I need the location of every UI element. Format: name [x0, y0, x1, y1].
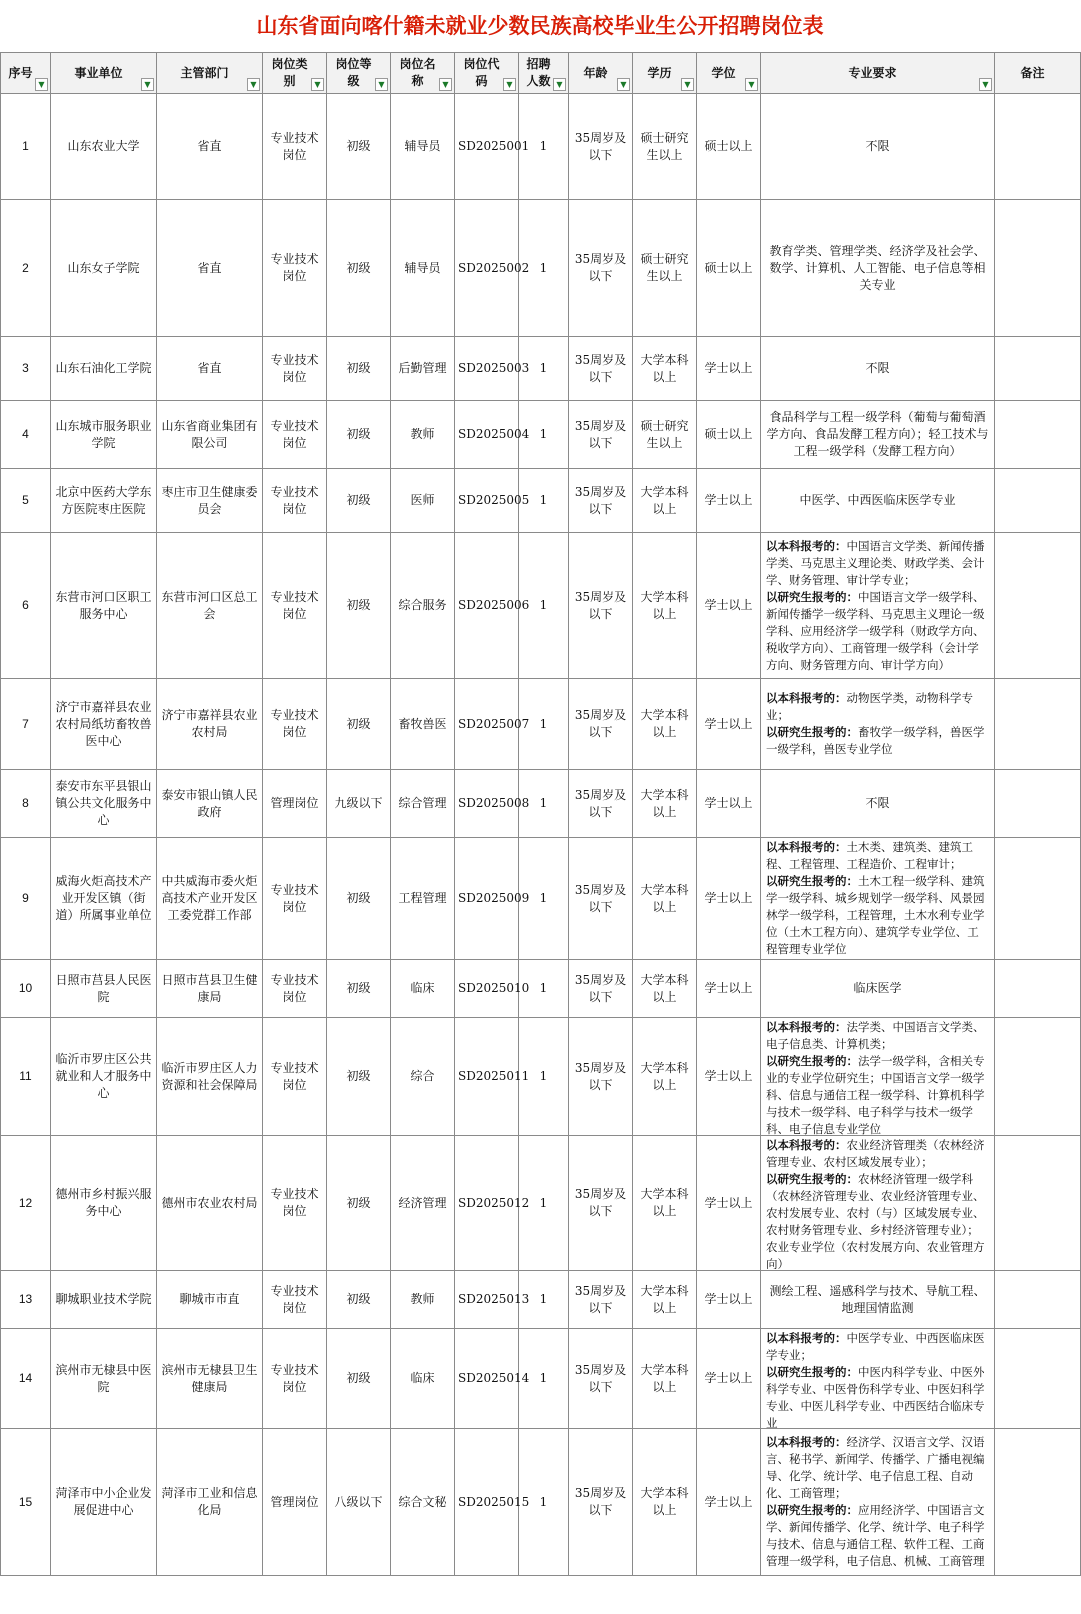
cell-position: 经济管理	[391, 1136, 455, 1271]
undergrad-majors: 中医学专业、中西医临床医学专业；	[766, 1330, 985, 1362]
cell-position: 辅导员	[391, 94, 455, 200]
undergrad-majors: 动物医学类，动物科学专业；	[766, 691, 973, 722]
table-row	[1, 960, 1081, 1018]
table-row	[1, 200, 1081, 337]
cell-position: 综合服务	[391, 533, 455, 679]
header-label: 主管部门	[180, 65, 229, 80]
cell-position: 综合管理	[391, 770, 455, 838]
header-degree	[697, 53, 761, 94]
header-label: 岗位等级	[335, 57, 372, 88]
cell-degree: 学士以上	[697, 469, 761, 533]
cell-unit: 菏泽市中小企业发展促进中心	[51, 1429, 157, 1576]
cell-category: 专业技术岗位	[263, 1271, 327, 1329]
header-label: 年龄	[583, 65, 608, 80]
cell-major: 测绘工程、遥感科学与技术、导航工程、地理国情监测	[761, 1271, 995, 1329]
cell-position: 工程管理	[391, 838, 455, 960]
cell-code: SD2025011	[455, 1018, 519, 1136]
table-row	[1, 94, 1081, 200]
cell-education: 大学本科以上	[633, 1018, 697, 1136]
header-label: 专业要求	[848, 65, 897, 80]
cell-note	[995, 1329, 1081, 1429]
cell-count: 1	[519, 94, 569, 200]
cell-dept: 泰安市银山镇人民政府	[157, 770, 263, 838]
undergrad-label: 以本科报考的：	[766, 538, 847, 553]
cell-code: SD2025003	[455, 337, 519, 401]
cell-degree: 学士以上	[697, 1429, 761, 1576]
cell-note	[995, 1271, 1081, 1329]
cell-education: 硕士研究生以上	[633, 200, 697, 337]
cell-age: 35周岁及以下	[569, 337, 633, 401]
filter-dropdown-icon[interactable]: ▼	[979, 78, 992, 91]
header-label: 岗位类别	[271, 57, 308, 88]
table-row	[1, 533, 1081, 679]
grad-majors: 法学一级学科，含相关专业的专业学位研究生；中国语言文学一级学科、信息与通信工程一级学科、计算机科学与技术一级学科、电子科学与技术一级学科、电子信息专业学位	[766, 1053, 985, 1136]
cell-category: 专业技术岗位	[263, 200, 327, 337]
cell-major	[761, 1329, 995, 1429]
header-major	[761, 53, 995, 94]
cell-count: 1	[519, 679, 569, 770]
job-table	[0, 52, 1081, 1576]
cell-position: 后勤管理	[391, 337, 455, 401]
table-row	[1, 469, 1081, 533]
cell-category: 专业技术岗位	[263, 94, 327, 200]
cell-unit: 威海火炬高技术产业开发区镇（街道）所属事业单位	[51, 838, 157, 960]
cell-position: 临床	[391, 960, 455, 1018]
cell-category: 专业技术岗位	[263, 1136, 327, 1271]
cell-major: 教育学类、管理学类、经济学及社会学、数学、计算机、人工智能、电子信息等相关专业	[761, 200, 995, 337]
cell-seq: 15	[1, 1429, 51, 1576]
filter-dropdown-icon[interactable]: ▼	[503, 78, 516, 91]
cell-position: 医师	[391, 469, 455, 533]
cell-degree: 学士以上	[697, 533, 761, 679]
cell-education: 大学本科以上	[633, 1136, 697, 1271]
cell-position: 临床	[391, 1329, 455, 1429]
cell-education: 大学本科以上	[633, 1271, 697, 1329]
cell-seq: 3	[1, 337, 51, 401]
cell-education: 硕士研究生以上	[633, 94, 697, 200]
cell-position: 综合文秘	[391, 1429, 455, 1576]
cell-note	[995, 838, 1081, 960]
cell-dept: 省直	[157, 200, 263, 337]
cell-code: SD2025005	[455, 469, 519, 533]
cell-age: 35周岁及以下	[569, 838, 633, 960]
cell-count: 1	[519, 960, 569, 1018]
cell-degree: 硕士以上	[697, 401, 761, 469]
table-row	[1, 1136, 1081, 1271]
cell-count: 1	[519, 200, 569, 337]
grad-label: 以研究生报考的：	[766, 1364, 858, 1379]
cell-code: SD2025013	[455, 1271, 519, 1329]
cell-position: 教师	[391, 1271, 455, 1329]
page-title: 山东省面向喀什籍未就业少数民族高校毕业生公开招聘岗位表	[256, 14, 824, 38]
cell-education: 大学本科以上	[633, 533, 697, 679]
cell-unit: 济宁市嘉祥县农业农村局纸坊畜牧兽医中心	[51, 679, 157, 770]
grad-label: 以研究生报考的：	[766, 874, 858, 888]
cell-note	[995, 94, 1081, 200]
header-label: 学位	[711, 65, 736, 80]
cell-category: 专业技术岗位	[263, 679, 327, 770]
cell-education: 大学本科以上	[633, 679, 697, 770]
cell-code: SD2025008	[455, 770, 519, 838]
cell-level: 初级	[327, 1271, 391, 1329]
cell-education: 大学本科以上	[633, 469, 697, 533]
filter-dropdown-icon[interactable]: ▼	[247, 78, 260, 91]
cell-count: 1	[519, 469, 569, 533]
cell-note	[995, 1429, 1081, 1576]
cell-seq: 2	[1, 200, 51, 337]
header-age	[569, 53, 633, 94]
cell-education: 大学本科以上	[633, 838, 697, 960]
cell-code: SD2025006	[455, 533, 519, 679]
cell-degree: 学士以上	[697, 960, 761, 1018]
header-position	[391, 53, 455, 94]
cell-code: SD2025002	[455, 200, 519, 337]
cell-category: 专业技术岗位	[263, 1329, 327, 1429]
grad-label: 以研究生报考的：	[766, 725, 858, 739]
cell-degree: 学士以上	[697, 1271, 761, 1329]
table-row	[1, 1329, 1081, 1429]
cell-major	[761, 679, 995, 770]
grad-label: 以研究生报考的：	[766, 1503, 858, 1517]
table-row	[1, 1271, 1081, 1329]
cell-dept: 中共威海市委火炬高技术产业开发区工委党群工作部	[157, 838, 263, 960]
undergrad-label: 以本科报考的：	[766, 691, 847, 705]
cell-dept: 济宁市嘉祥县农业农村局	[157, 679, 263, 770]
cell-count: 1	[519, 838, 569, 960]
cell-major	[761, 1136, 995, 1271]
cell-dept: 日照市莒县卫生健康局	[157, 960, 263, 1018]
cell-seq: 7	[1, 679, 51, 770]
cell-code: SD2025014	[455, 1329, 519, 1429]
cell-category: 专业技术岗位	[263, 401, 327, 469]
cell-level: 初级	[327, 469, 391, 533]
cell-education: 大学本科以上	[633, 960, 697, 1018]
cell-seq: 11	[1, 1018, 51, 1136]
header-code	[455, 53, 519, 94]
cell-dept: 聊城市市直	[157, 1271, 263, 1329]
header-category	[263, 53, 327, 94]
cell-level: 初级	[327, 838, 391, 960]
cell-code: SD2025001	[455, 94, 519, 200]
cell-dept: 山东省商业集团有限公司	[157, 401, 263, 469]
cell-age: 35周岁及以下	[569, 200, 633, 337]
undergrad-label: 以本科报考的：	[766, 840, 847, 854]
cell-unit: 山东城市服务职业学院	[51, 401, 157, 469]
cell-level: 初级	[327, 533, 391, 679]
cell-age: 35周岁及以下	[569, 94, 633, 200]
cell-unit: 北京中医药大学东方医院枣庄医院	[51, 469, 157, 533]
cell-count: 1	[519, 1271, 569, 1329]
filter-dropdown-icon[interactable]: ▼	[553, 78, 566, 91]
cell-major	[761, 1429, 995, 1576]
cell-degree: 硕士以上	[697, 200, 761, 337]
table-row	[1, 1018, 1081, 1136]
cell-degree: 学士以上	[697, 679, 761, 770]
header-label: 事业单位	[74, 65, 123, 80]
header-label: 岗位代码	[463, 57, 500, 88]
cell-count: 1	[519, 1429, 569, 1576]
cell-level: 初级	[327, 679, 391, 770]
cell-position: 综合	[391, 1018, 455, 1136]
grad-majors: 土木工程一级学科、建筑学一级学科、城乡规划学一级学科、风景园林学一级学科，工程管理，土木水利专业学位（土木工程方向）、建筑学专业学位、工程管理专业学位	[766, 874, 985, 956]
cell-code: SD2025004	[455, 401, 519, 469]
cell-seq: 9	[1, 838, 51, 960]
table-row	[1, 1429, 1081, 1576]
cell-category: 管理岗位	[263, 1429, 327, 1576]
cell-seq: 13	[1, 1271, 51, 1329]
cell-unit: 德州市乡村振兴服务中心	[51, 1136, 157, 1271]
cell-level: 初级	[327, 401, 391, 469]
cell-note	[995, 533, 1081, 679]
cell-category: 专业技术岗位	[263, 1018, 327, 1136]
header-label: 招聘人数	[526, 57, 551, 88]
cell-degree: 学士以上	[697, 1018, 761, 1136]
filter-dropdown-icon[interactable]: ▼	[745, 78, 758, 91]
cell-level: 九级以下	[327, 770, 391, 838]
cell-major: 不限	[761, 94, 995, 200]
cell-age: 35周岁及以下	[569, 1329, 633, 1429]
undergrad-label: 以本科报考的：	[766, 1137, 847, 1152]
cell-note	[995, 960, 1081, 1018]
grad-majors: 应用经济学、中国语言文学、新闻传播学、化学、统计学、电子科学与技术、信息与通信工程、软件工程、工商管理一级学科，电子信息、机械、工商管理	[766, 1503, 985, 1568]
cell-major	[761, 1018, 995, 1136]
cell-degree: 学士以上	[697, 1136, 761, 1271]
cell-level: 初级	[327, 1018, 391, 1136]
cell-position: 辅导员	[391, 200, 455, 337]
filter-dropdown-icon[interactable]: ▼	[141, 78, 154, 91]
cell-count: 1	[519, 1136, 569, 1271]
cell-seq: 14	[1, 1329, 51, 1429]
cell-position: 畜牧兽医	[391, 679, 455, 770]
filter-dropdown-icon[interactable]: ▼	[617, 78, 630, 91]
cell-category: 专业技术岗位	[263, 337, 327, 401]
cell-major: 临床医学	[761, 960, 995, 1018]
undergrad-label: 以本科报考的：	[766, 1330, 847, 1345]
cell-code: SD2025012	[455, 1136, 519, 1271]
cell-age: 35周岁及以下	[569, 1136, 633, 1271]
cell-age: 35周岁及以下	[569, 1018, 633, 1136]
cell-major: 不限	[761, 337, 995, 401]
cell-count: 1	[519, 1329, 569, 1429]
table-row	[1, 838, 1081, 960]
cell-level: 八级以下	[327, 1429, 391, 1576]
cell-major: 不限	[761, 770, 995, 838]
table-row	[1, 679, 1081, 770]
cell-dept: 菏泽市工业和信息化局	[157, 1429, 263, 1576]
cell-code: SD2025009	[455, 838, 519, 960]
undergrad-majors: 经济学、汉语言文学、汉语言、秘书学、新闻学、传播学、广播电视编导、化学、统计学、电子信息工程、自动化、工商管理；	[766, 1435, 985, 1500]
cell-note	[995, 401, 1081, 469]
cell-dept: 枣庄市卫生健康委员会	[157, 469, 263, 533]
cell-note	[995, 469, 1081, 533]
cell-age: 35周岁及以下	[569, 1271, 633, 1329]
cell-dept: 东营市河口区总工会	[157, 533, 263, 679]
header-label: 岗位名称	[399, 57, 436, 88]
cell-age: 35周岁及以下	[569, 770, 633, 838]
cell-seq: 4	[1, 401, 51, 469]
cell-count: 1	[519, 770, 569, 838]
grad-label: 以研究生报考的：	[766, 589, 858, 604]
cell-age: 35周岁及以下	[569, 1429, 633, 1576]
cell-count: 1	[519, 337, 569, 401]
cell-note	[995, 679, 1081, 770]
undergrad-label: 以本科报考的：	[766, 1019, 847, 1034]
cell-seq: 10	[1, 960, 51, 1018]
header-dept	[157, 53, 263, 94]
cell-unit: 山东农业大学	[51, 94, 157, 200]
cell-seq: 12	[1, 1136, 51, 1271]
cell-degree: 硕士以上	[697, 94, 761, 200]
undergrad-majors: 农业经济管理类（农林经济管理专业、农村区域发展专业）；	[766, 1137, 985, 1169]
grad-majors: 中医内科学专业、中医外科学专业、中医骨伤科学专业、中医妇科学专业、中医儿科学专业、中西医结合临床专业	[766, 1364, 985, 1430]
cell-seq: 1	[1, 94, 51, 200]
cell-level: 初级	[327, 1136, 391, 1271]
cell-major	[761, 533, 995, 679]
cell-note	[995, 770, 1081, 838]
cell-dept: 临沂市罗庄区人力资源和社会保障局	[157, 1018, 263, 1136]
table-row	[1, 337, 1081, 401]
header-label: 备注	[1020, 65, 1045, 80]
cell-age: 35周岁及以下	[569, 469, 633, 533]
cell-count: 1	[519, 1018, 569, 1136]
header-level	[327, 53, 391, 94]
undergrad-majors: 中国语言文学类、新闻传播学类、马克思主义理论类、财政学类、会计学、财务管理、审计学专业；	[766, 538, 985, 587]
cell-category: 管理岗位	[263, 770, 327, 838]
cell-dept: 省直	[157, 94, 263, 200]
cell-seq: 6	[1, 533, 51, 679]
cell-education: 大学本科以上	[633, 337, 697, 401]
cell-age: 35周岁及以下	[569, 679, 633, 770]
cell-level: 初级	[327, 960, 391, 1018]
cell-note	[995, 1136, 1081, 1271]
cell-unit: 临沂市罗庄区公共就业和人才服务中心	[51, 1018, 157, 1136]
cell-degree: 学士以上	[697, 337, 761, 401]
grad-majors: 畜牧学一级学科，兽医学一级学科，兽医专业学位	[766, 725, 985, 756]
cell-education: 大学本科以上	[633, 1429, 697, 1576]
cell-age: 35周岁及以下	[569, 960, 633, 1018]
undergrad-majors: 法学类、中国语言文学类、电子信息类、计算机类；	[766, 1019, 985, 1051]
cell-seq: 8	[1, 770, 51, 838]
filter-dropdown-icon[interactable]: ▼	[35, 78, 48, 91]
header-row	[1, 53, 1081, 94]
cell-dept: 省直	[157, 337, 263, 401]
cell-unit: 泰安市东平县银山镇公共文化服务中心	[51, 770, 157, 838]
undergrad-majors: 土木类、建筑类、建筑工程、工程管理、工程造价、工程审计；	[766, 840, 973, 871]
cell-seq: 5	[1, 469, 51, 533]
cell-count: 1	[519, 401, 569, 469]
filter-dropdown-icon[interactable]: ▼	[681, 78, 694, 91]
cell-note	[995, 1018, 1081, 1136]
table-row	[1, 770, 1081, 838]
grad-label: 以研究生报考的：	[766, 1053, 858, 1068]
filter-dropdown-icon[interactable]: ▼	[311, 78, 324, 91]
filter-dropdown-icon[interactable]: ▼	[375, 78, 388, 91]
grad-label: 以研究生报考的：	[766, 1171, 858, 1186]
cell-unit: 东营市河口区职工服务中心	[51, 533, 157, 679]
cell-count: 1	[519, 533, 569, 679]
cell-degree: 学士以上	[697, 838, 761, 960]
cell-position: 教师	[391, 401, 455, 469]
header-seq	[1, 53, 51, 94]
cell-major: 中医学、中西医临床医学专业	[761, 469, 995, 533]
cell-dept: 德州市农业农村局	[157, 1136, 263, 1271]
cell-level: 初级	[327, 1329, 391, 1429]
cell-major	[761, 838, 995, 960]
cell-category: 专业技术岗位	[263, 838, 327, 960]
cell-age: 35周岁及以下	[569, 401, 633, 469]
cell-age: 35周岁及以下	[569, 533, 633, 679]
cell-unit: 山东石油化工学院	[51, 337, 157, 401]
cell-code: SD2025015	[455, 1429, 519, 1576]
header-count	[519, 53, 569, 94]
header-label: 序号	[8, 65, 33, 80]
cell-unit: 聊城职业技术学院	[51, 1271, 157, 1329]
cell-major: 食品科学与工程一级学科（葡萄与葡萄酒学方向、食品发酵工程方向）；轻工技术与工程一级学科（发酵工程方向）	[761, 401, 995, 469]
table-row	[1, 401, 1081, 469]
cell-education: 硕士研究生以上	[633, 401, 697, 469]
cell-level: 初级	[327, 200, 391, 337]
cell-note	[995, 200, 1081, 337]
cell-unit: 日照市莒县人民医院	[51, 960, 157, 1018]
grad-majors: 农林经济管理一级学科（农林经济管理专业、农业经济管理专业、农村发展专业、农村（与）区域发展专业、农村财务管理专业、乡村经济管理专业）；农业专业学位（农村发展方向、农业管理方向）	[766, 1171, 985, 1271]
cell-code: SD2025010	[455, 960, 519, 1018]
cell-unit: 滨州市无棣县中医院	[51, 1329, 157, 1429]
cell-unit: 山东女子学院	[51, 200, 157, 337]
header-label: 学历	[647, 65, 672, 80]
cell-code: SD2025007	[455, 679, 519, 770]
cell-level: 初级	[327, 94, 391, 200]
cell-category: 专业技术岗位	[263, 533, 327, 679]
cell-degree: 学士以上	[697, 770, 761, 838]
header-unit	[51, 53, 157, 94]
cell-education: 大学本科以上	[633, 1329, 697, 1429]
cell-category: 专业技术岗位	[263, 469, 327, 533]
undergrad-label: 以本科报考的：	[766, 1435, 847, 1449]
cell-degree: 学士以上	[697, 1329, 761, 1429]
grad-majors: 中国语言文学一级学科、新闻传播学一级学科、马克思主义理论一级学科、应用经济学一级学科（财政学方向、税收学方向）、工商管理一级学科（会计学方向、财务管理方向、审计学方向）	[766, 589, 985, 672]
cell-dept: 滨州市无棣县卫生健康局	[157, 1329, 263, 1429]
header-education	[633, 53, 697, 94]
cell-category: 专业技术岗位	[263, 960, 327, 1018]
cell-note	[995, 337, 1081, 401]
cell-level: 初级	[327, 337, 391, 401]
cell-education: 大学本科以上	[633, 770, 697, 838]
header-note	[995, 53, 1081, 94]
filter-dropdown-icon[interactable]: ▼	[439, 78, 452, 91]
